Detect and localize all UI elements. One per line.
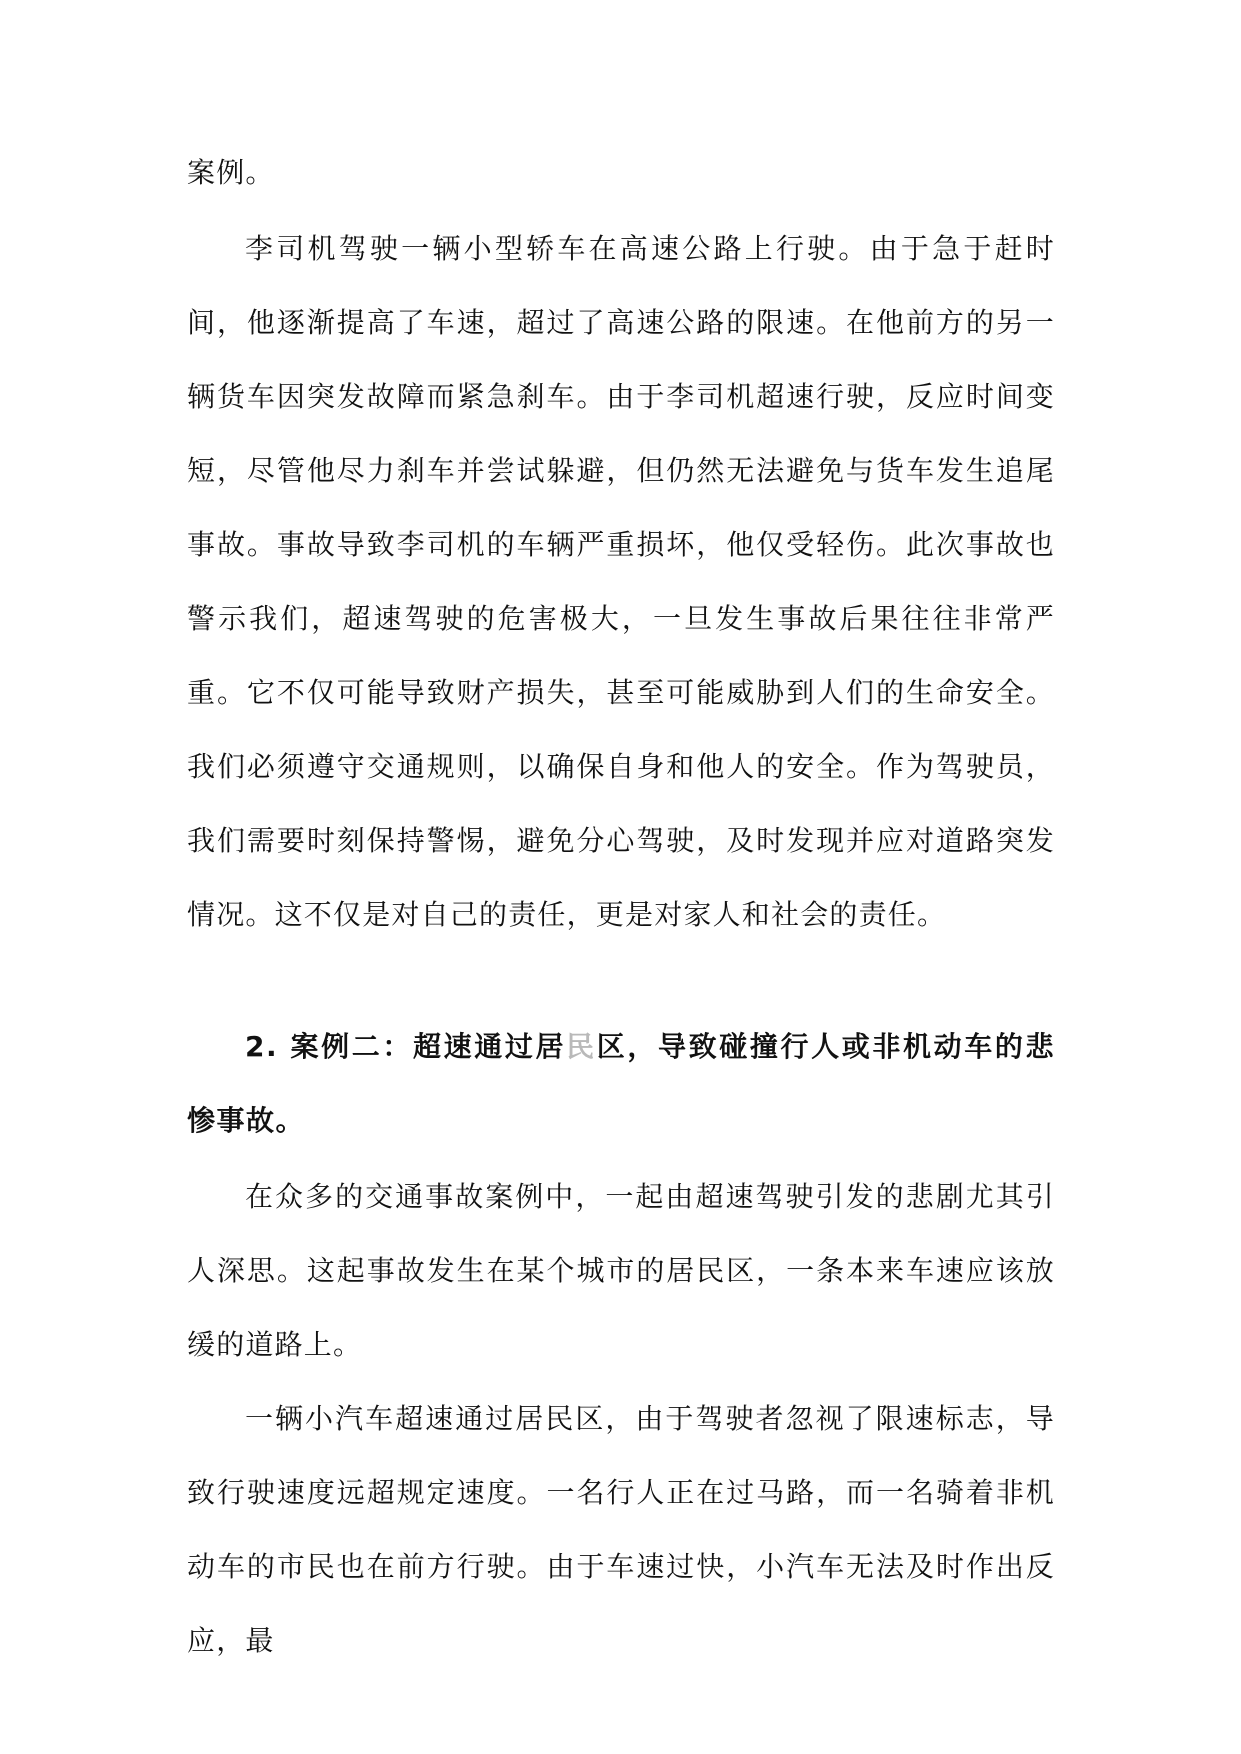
case-one-paragraph: 李司机驾驶一辆小型轿车在高速公路上行驶。由于急于赶时间，他逐渐提高了车速，超过了高速公路的限速。在他前方的另一辆货车因突发故障而紧急刹车。由于李司机超速行驶，反应时间变短，尽管他尽力刹车并尝试躲避，但仍然无法避免与货车发生追尾事故。事故导致李司机的车辆严重损坏，他仅受轻伤。此次事故也警示我们，超速驾驶的危害极大，一旦发生事故后果往往非常严重。它不仅可能导致财产损失，甚至可能威胁到人们的生命安全。我们必须遵守交通规则，以确保自身和他人的安全。作为驾驶员，我们需要时刻保持警惕，避免分心驾驶，及时发现并应对道路突发情况。这不仅是对自己的责任，更是对家人和社会的责任。: [187, 232, 1055, 931]
lead-text: 案例。: [187, 156, 275, 189]
case-one-paragraph-block: [187, 212, 1055, 952]
case-two-intro-paragraph: 在众多的交通事故案例中，一起由超速驾驶引发的悲剧尤其引人深思。这起事故发生在某个城市的居民区，一条本来车速应该放缓的道路上。: [187, 1180, 1055, 1361]
heading-text-suffix: 区，导致碰撞行人或非机动车的悲惨事故。: [187, 1030, 1055, 1137]
faint-character: 民: [566, 1030, 597, 1063]
case-two-detail-block: [187, 1382, 1055, 1678]
case-two-heading: [187, 1010, 1055, 1158]
case-two-heading-block: [187, 1010, 1055, 1158]
lead-text-block: [187, 136, 1055, 210]
heading-number: 2.: [245, 1030, 279, 1063]
case-two-intro-block: [187, 1160, 1055, 1382]
case-two-detail-paragraph: 一辆小汽车超速通过居民区，由于驾驶者忽视了限速标志，导致行驶速度远超规定速度。一名行人正在过马路，而一名骑着非机动车的市民也在前方行驶。由于车速过快，小汽车无法及时作出反应，最: [187, 1402, 1055, 1657]
heading-text-prefix: 案例二：超速通过居: [290, 1030, 567, 1063]
